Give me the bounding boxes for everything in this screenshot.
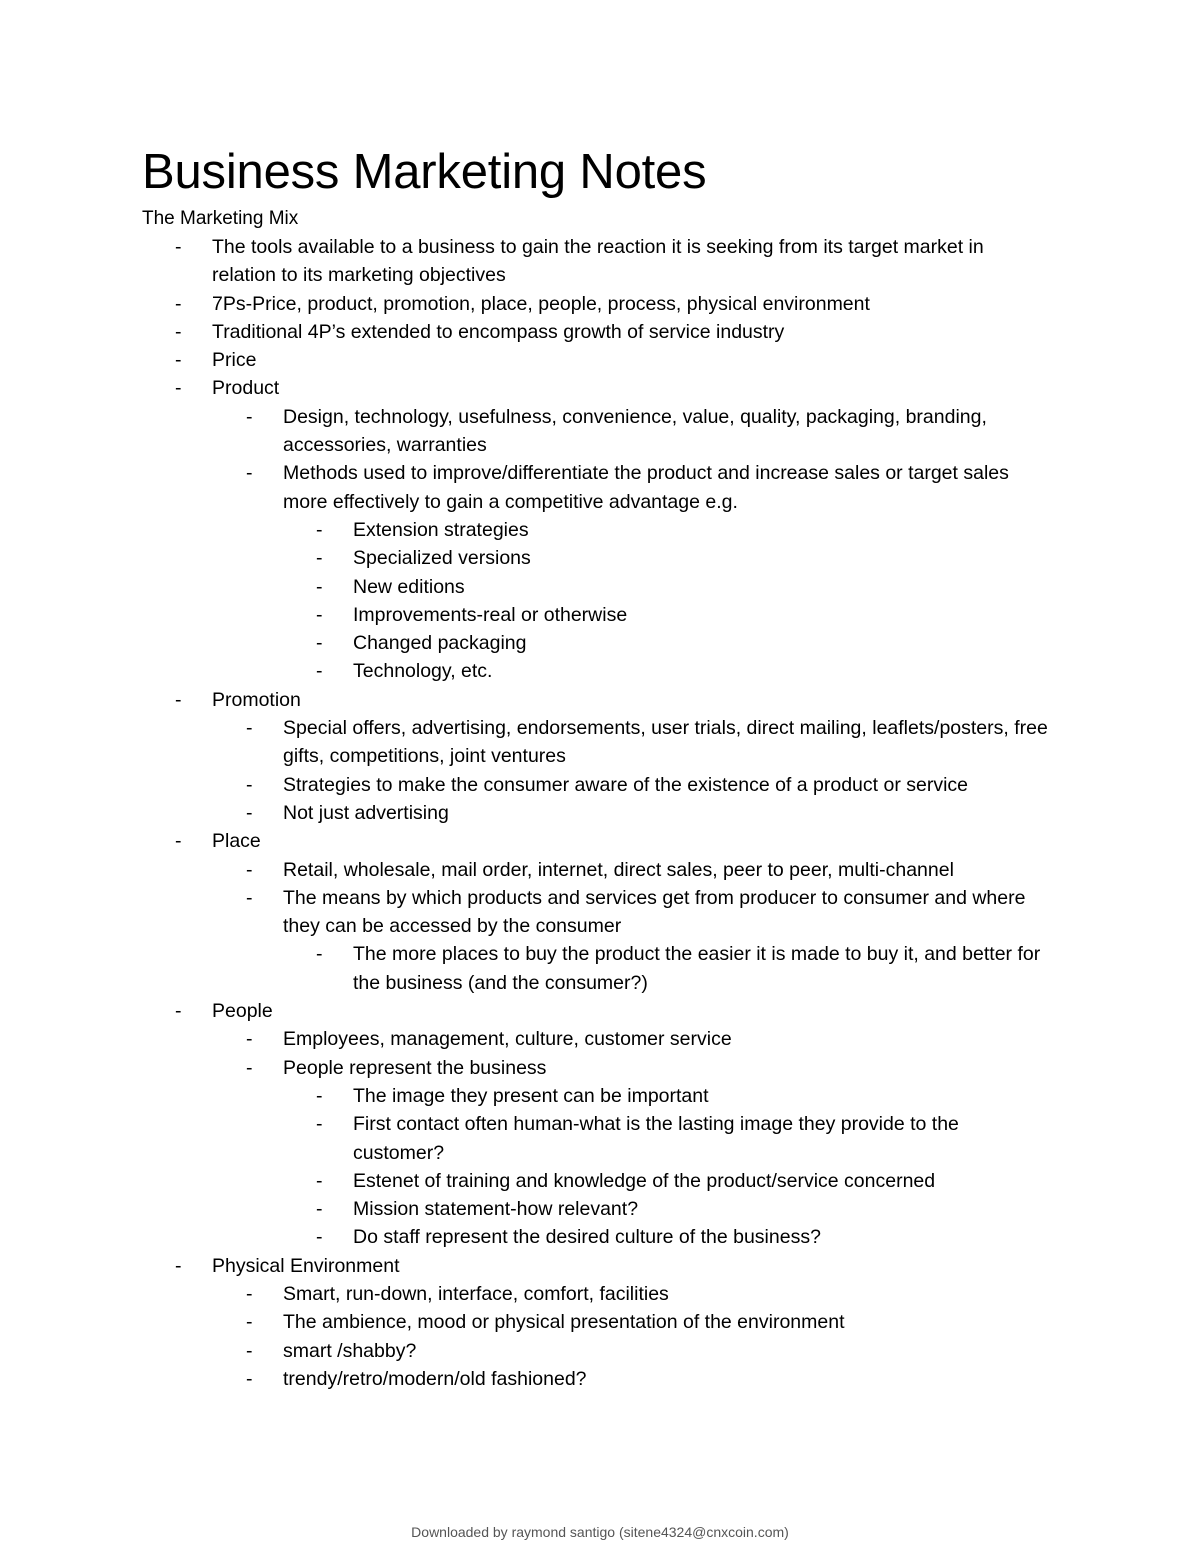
bullet-dash: - (316, 518, 323, 541)
bullet-dash: - (316, 1113, 323, 1136)
bullet-dash: - (246, 1311, 253, 1334)
bullet-dash: - (246, 717, 253, 740)
outline-item-text: trendy/retro/modern/old fashioned? (283, 1367, 587, 1390)
outline-item-text: Smart, run-down, interface, comfort, facilities (283, 1282, 669, 1305)
section-heading: The Marketing Mix (142, 208, 299, 229)
bullet-dash: - (316, 1084, 323, 1107)
outline-item-text: The more places to buy the product the easier it is made to buy it, and better for the business (and the consumer?) (353, 943, 1041, 994)
outline-item-text: Promotion (212, 688, 301, 711)
outline-item-level-1 (142, 827, 1052, 855)
outline-item-text: Traditional 4P’s extended to encompass growth of service industry (212, 320, 785, 343)
outline-item-text: Extension strategies (353, 518, 529, 541)
bullet-dash: - (316, 575, 323, 598)
bullet-dash: - (246, 1282, 253, 1305)
outline-item-level-1 (142, 346, 1052, 374)
outline-item-text: Technology, etc. (353, 660, 493, 683)
bullet-dash: - (246, 801, 253, 824)
page-title: Business Marketing Notes (142, 145, 707, 199)
bullet-dash: - (316, 603, 323, 626)
outline-item-level-2 (142, 884, 1052, 941)
outline-item-text: Employees, management, culture, customer service (283, 1028, 732, 1051)
outline-item-text: Special offers, advertising, endorsements, user trials, direct mailing, leaflets/posters, free gifts, competitions, joint ventures (283, 717, 1048, 768)
outline-item-text: People (212, 1000, 273, 1023)
bullet-dash: - (175, 377, 182, 400)
outline-item-level-1 (142, 233, 1052, 290)
bullet-dash: - (246, 886, 253, 909)
outline-item-level-2 (142, 856, 1052, 884)
outline-item-text: People represent the business (283, 1056, 547, 1079)
outline-item-level-3 (142, 1195, 1052, 1223)
outline-item-level-2 (142, 1308, 1052, 1336)
outline-item-level-2 (142, 1337, 1052, 1365)
bullet-dash: - (175, 320, 182, 343)
bullet-dash: - (316, 943, 323, 966)
outline-item-level-3 (142, 1110, 1052, 1167)
outline-item-level-3 (142, 629, 1052, 657)
bullet-dash: - (175, 1254, 182, 1277)
bullet-dash: - (246, 773, 253, 796)
bullet-dash: - (316, 1169, 323, 1192)
outline-item-text: Strategies to make the consumer aware of the existence of a product or service (283, 773, 969, 796)
bullet-dash: - (316, 632, 323, 655)
outline-item-level-2 (142, 1025, 1052, 1053)
outline-item-text: Design, technology, usefulness, convenience, value, quality, packaging, branding, accessories, warranties (283, 405, 987, 457)
outline-item-level-1 (142, 997, 1052, 1025)
download-footer: Downloaded by raymond santigo (sitene4324@cnxcoin.com) (411, 1524, 789, 1540)
bullet-dash: - (316, 547, 323, 570)
outline-item-text: Product (212, 377, 280, 400)
outline-item-level-3 (142, 1223, 1052, 1251)
outline-item-level-3 (142, 516, 1052, 544)
outline-item-level-3 (142, 601, 1052, 629)
outline-item-level-2 (142, 1280, 1052, 1308)
outline-item-text: Physical Environment (212, 1254, 400, 1277)
outline-item-level-3 (142, 940, 1052, 997)
bullet-dash: - (246, 1028, 253, 1051)
outline-item-text: Do staff represent the desired culture of the business? (353, 1226, 821, 1249)
outline-item-text: First contact often human-what is the lasting image they provide to the customer? (353, 1113, 959, 1164)
bullet-dash: - (316, 1226, 323, 1249)
bullet-dash: - (175, 688, 182, 711)
outline-item-level-2 (142, 1054, 1052, 1082)
outline-item-level-2 (142, 771, 1052, 799)
outline-item-text: smart /shabby? (283, 1339, 417, 1362)
bullet-dash: - (246, 1056, 253, 1079)
bullet-dash: - (246, 462, 253, 485)
bullet-dash: - (316, 1198, 323, 1221)
outline-item-text: Estenet of training and knowledge of the product/service concerned (353, 1169, 936, 1192)
bullet-dash: - (246, 405, 253, 428)
outline-item-level-2 (142, 799, 1052, 827)
outline-item-level-1 (142, 374, 1052, 402)
bullet-dash: - (316, 660, 323, 683)
bullet-dash: - (175, 1000, 182, 1023)
outline-item-level-2 (142, 1365, 1052, 1393)
outline-item-level-1 (142, 1252, 1052, 1280)
outline-item-text: The image they present can be important (353, 1084, 709, 1107)
outline-item-text: The tools available to a business to gain the reaction it is seeking from its target market in relation to its marketing objectives (212, 236, 984, 287)
outline-item-text: Mission statement-how relevant? (353, 1198, 639, 1221)
notes-outline (142, 233, 1052, 1393)
bullet-dash: - (175, 830, 182, 853)
outline-item-text: Methods used to improve/differentiate the product and increase sales or target sales more effectively to gain a competitive advantage e.g. (283, 462, 1009, 513)
outline-item-level-1 (142, 318, 1052, 346)
outline-item-level-2 (142, 714, 1052, 771)
outline-item-text: 7Ps-Price, product, promotion, place, people, process, physical environment (212, 292, 870, 315)
outline-item-text: Changed packaging (353, 632, 527, 655)
bullet-dash: - (246, 1339, 253, 1362)
outline-item-text: Place (212, 830, 261, 853)
outline-item-text: Price (212, 349, 257, 372)
outline-item-text: Specialized versions (353, 547, 531, 570)
bullet-dash: - (175, 292, 182, 315)
outline-item-text: The ambience, mood or physical presentation of the environment (283, 1311, 845, 1334)
outline-item-text: Retail, wholesale, mail order, internet, direct sales, peer to peer, multi-channel (283, 858, 954, 881)
outline-item-text: Improvements-real or otherwise (353, 603, 628, 626)
outline-item-text: New editions (353, 575, 465, 598)
outline-item-text: The means by which products and services get from producer to consumer and where they can be accessed by the consumer (283, 886, 1026, 938)
outline-item-level-1 (142, 290, 1052, 318)
bullet-dash: - (246, 1367, 253, 1390)
outline-item-level-3 (142, 544, 1052, 572)
outline-item-level-2 (142, 459, 1052, 516)
outline-item-level-3 (142, 573, 1052, 601)
outline-item-text: Not just advertising (283, 801, 449, 824)
outline-item-level-1 (142, 686, 1052, 714)
outline-item-level-3 (142, 1082, 1052, 1110)
bullet-dash: - (246, 858, 253, 881)
outline-item-level-2 (142, 403, 1052, 460)
bullet-dash: - (175, 349, 182, 372)
bullet-dash: - (175, 236, 182, 258)
outline-item-level-3 (142, 1167, 1052, 1195)
outline-item-level-3 (142, 657, 1052, 685)
